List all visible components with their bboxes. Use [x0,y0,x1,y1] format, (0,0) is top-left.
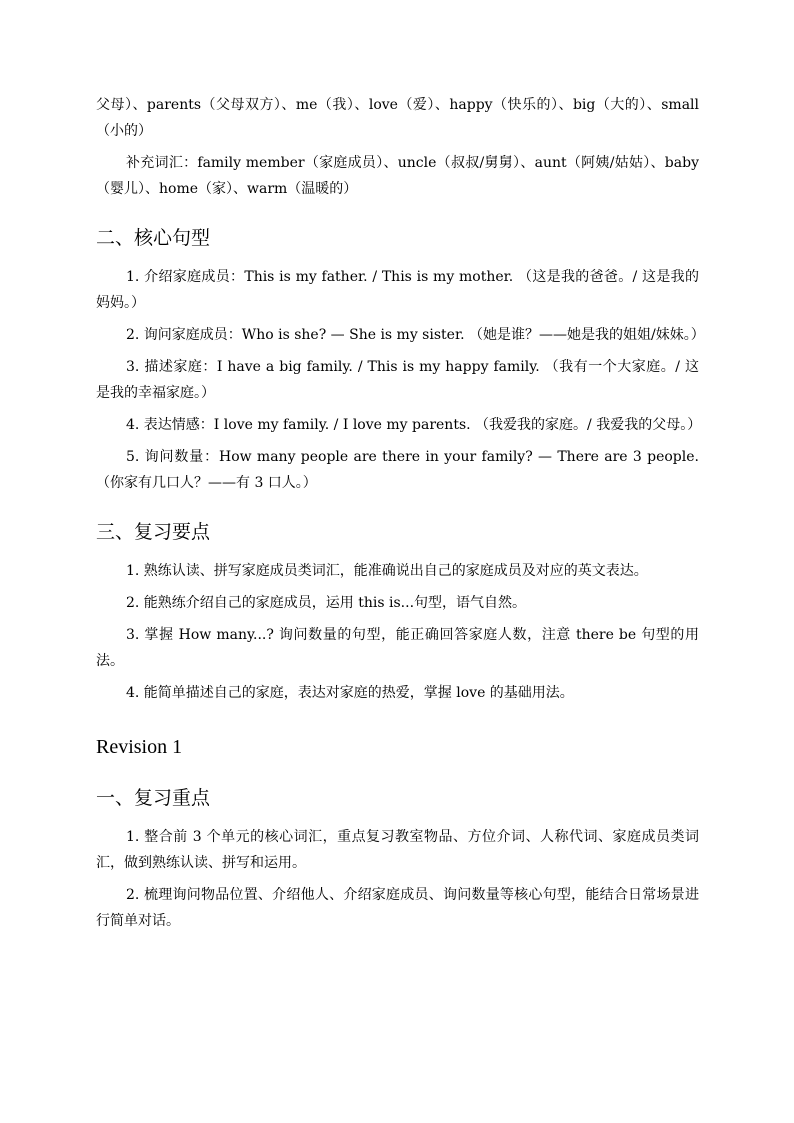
section-heading-review-points: 三、复习要点 [96,521,211,543]
vocab-line-extra: 补充词汇：family member（家庭成员）、uncle（叔叔/舅舅）、aunt（阿姨/姑姑）、baby（婴儿）、home（家）、warm（温暖的） [96,155,699,197]
core-sentence-5: 5. 询问数量：How many people are there in your family? — There are 3 people. （你家有几口人？——有 3 口人。） [96,449,699,491]
section-heading-revision-focus: 一、复习重点 [96,787,211,809]
section-heading-core-sentences: 二、核心句型 [96,227,211,249]
vocab-line-main: 父母）、parents（父母双方）、me（我）、love（爱）、happy（快乐的）、big（大的）、small（小的） [96,97,699,139]
review-point-1: 1. 熟练认读、拼写家庭成员类词汇，能准确说出自己的家庭成员及对应的英文表达。 [126,563,648,579]
core-sentence-3: 3. 描述家庭：I have a big family. / This is my happy family. （我有一个大家庭。/ 这是我的幸福家庭。） [96,359,699,401]
review-point-3: 3. 掌握 How many...? 询问数量的句型，能正确回答家庭人数，注意 there be 句型的用法。 [96,627,699,669]
core-sentence-1: 1. 介绍家庭成员：This is my father. / This is my mother. （这是我的爸爸。/ 这是我的妈妈。） [96,269,699,311]
review-point-4: 4. 能简单描述自己的家庭，表达对家庭的热爱，掌握 love 的基础用法。 [126,685,574,701]
review-point-2: 2. 能熟练介绍自己的家庭成员，运用 this is...句型，语气自然。 [126,595,527,611]
core-sentence-2: 2. 询问家庭成员：Who is she? — She is my sister. （她是谁？——她是我的姐姐/妹妹。） [126,327,705,343]
revision-focus-1: 1. 整合前 3 个单元的核心词汇，重点复习教室物品、方位介词、人称代词、家庭成员类词汇，做到熟练认读、拼写和运用。 [96,829,699,871]
core-sentence-4: 4. 表达情感：I love my family. / I love my parents. （我爱我的家庭。/ 我爱我的父母。） [126,417,702,433]
document-page [96,92,705,940]
revision-focus-2: 2. 梳理询问物品位置、介绍他人、介绍家庭成员、询问数量等核心句型，能结合日常场景进行简单对话。 [96,887,699,929]
revision-title: Revision 1 [96,736,183,758]
